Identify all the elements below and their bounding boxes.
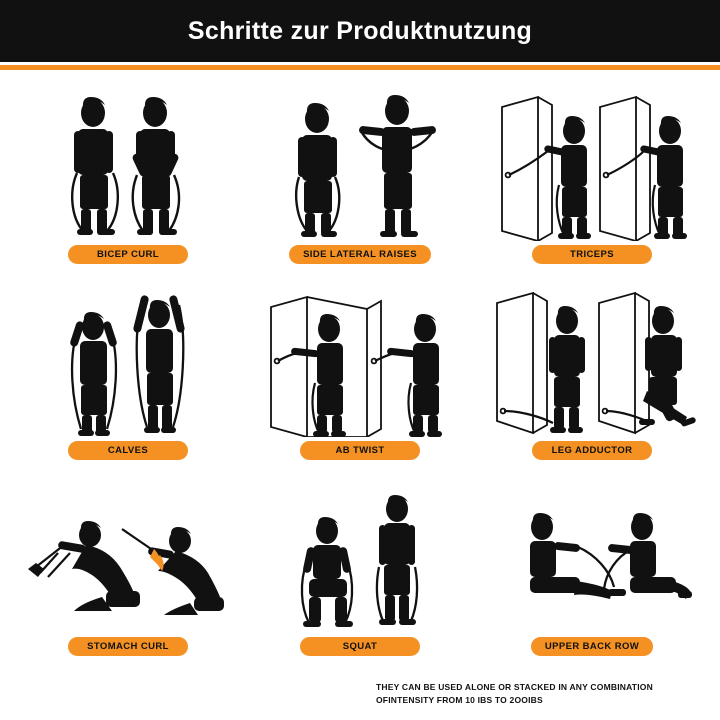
exercise-grid (0, 70, 720, 666)
exercise-label: UPPER BACK ROW (531, 637, 653, 656)
usage-footnote (376, 681, 706, 706)
squat-illustration (246, 470, 474, 637)
exercise-label: STOMACH CURL (68, 637, 188, 656)
exercise-card (14, 274, 242, 470)
header-bar (0, 0, 720, 62)
stomach-curl-illustration (14, 470, 242, 637)
exercise-label: TRICEPS (532, 245, 652, 264)
exercise-card (478, 78, 706, 274)
upper-back-row-illustration (478, 470, 706, 637)
exercise-label: SIDE LATERAL RAISES (289, 245, 431, 264)
side-lateral-raises-illustration (246, 78, 474, 245)
footnote-line-1: THEY CAN BE USED ALONE OR STACKED IN ANY COMBINATION (376, 682, 653, 693)
exercise-card (14, 470, 242, 666)
exercise-card (246, 78, 474, 274)
exercise-label: SQUAT (300, 637, 420, 656)
exercise-card (478, 470, 706, 666)
exercise-card (14, 78, 242, 274)
calves-illustration (14, 274, 242, 441)
page-title: Schritte zur Produktnutzung (187, 16, 533, 45)
footnote-line-2: OFINTENSITY FROM 10 IBS TO 2OOIBS (376, 694, 543, 705)
bicep-curl-illustration (14, 78, 242, 245)
exercise-label: LEG ADDUCTOR (532, 441, 652, 460)
exercise-card (246, 274, 474, 470)
triceps-illustration (478, 78, 706, 245)
ab-twist-illustration (246, 274, 474, 441)
exercise-label: CALVES (68, 441, 188, 460)
exercise-card (478, 274, 706, 470)
leg-adductor-illustration (478, 274, 706, 441)
exercise-label: AB TWIST (300, 441, 420, 460)
exercise-label: BICEP CURL (68, 245, 188, 264)
exercise-card (246, 470, 474, 666)
